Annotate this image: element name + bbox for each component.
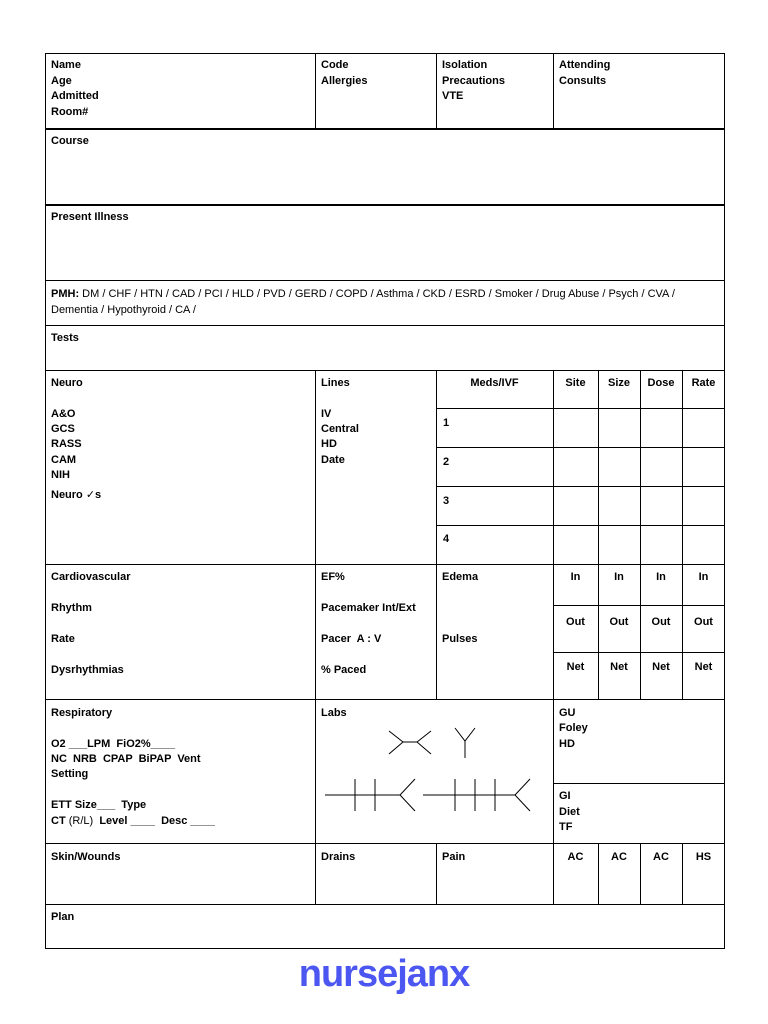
brand-logo: nursejanx [298, 953, 470, 995]
pmh-items: DM / CHF / HTN / CAD / PCI / HLD / PVD / GERD / COPD / Asthma / CKD / ESRD / Smoker / Drug Abuse / Psych / CVA / Dementia / Hypothyroid / CA / [51, 288, 675, 316]
resp-ct [51, 814, 215, 830]
rule [45, 904, 725, 905]
pulses-label: Pulses [442, 633, 478, 645]
header-age: Age [51, 74, 72, 87]
rule [436, 525, 725, 526]
rule [45, 699, 725, 700]
io-in: In [614, 571, 624, 583]
meds-row-number: 2 [443, 456, 450, 468]
rule [45, 564, 725, 565]
lines-item: Central [321, 423, 359, 435]
labs-label: Labs [321, 707, 347, 719]
present-illness-label: Present Illness [51, 211, 129, 223]
pain-col: AC [567, 851, 584, 863]
report-sheet [45, 53, 725, 949]
skin-label: Skin/Wounds [51, 851, 121, 863]
rule [436, 486, 725, 487]
meds-row-number: 1 [443, 417, 450, 429]
io-out: Out [609, 616, 629, 628]
header-code: Code [321, 59, 349, 71]
lines-item: HD [321, 438, 337, 450]
header-admitted: Admitted [51, 90, 99, 102]
lines-item: Date [321, 454, 345, 466]
ct-label: CT [51, 815, 66, 827]
rule [553, 605, 725, 606]
header-isolation: Isolation [442, 59, 488, 71]
resp-modes: NC NRB CPAP BiPAP Vent [51, 753, 201, 765]
divider [598, 370, 599, 699]
edema-label: Edema [442, 571, 479, 583]
neuro-item: NIH [51, 469, 70, 481]
header-precautions: Precautions [442, 74, 505, 87]
meds-row-number: 4 [443, 533, 450, 545]
gi-item: GI [559, 790, 571, 802]
io-out: Out [651, 616, 671, 628]
bmp-fishbone-2 [423, 779, 530, 811]
resp-o2: O2 ___LPM FiO2%____ [51, 738, 176, 750]
ct-side: (R/L) [68, 815, 94, 827]
header-consults: Consults [559, 74, 607, 87]
ef-item: Pacemaker Int/Ext [321, 602, 416, 614]
cardio-item: Dysrhythmias [51, 664, 124, 676]
divider [315, 370, 316, 904]
io-in: In [570, 571, 581, 583]
cardio-title: Cardiovascular [51, 571, 131, 583]
pain-label: Pain [442, 851, 466, 863]
header-allergies: Allergies [321, 74, 368, 87]
plan-label: Plan [51, 911, 75, 923]
meds-header: Meds/IVF [470, 377, 519, 389]
pmh-line [51, 287, 719, 318]
ef-item: EF% [321, 571, 345, 583]
rule [45, 325, 725, 326]
ef-item: % Paced [321, 664, 367, 676]
rule [553, 652, 725, 653]
ef-item: Pacer A : V [321, 633, 382, 645]
tests-label: Tests [51, 332, 79, 344]
rule [45, 128, 725, 130]
ct-rest: Level ____ Desc ____ [99, 815, 215, 827]
dose-header: Dose [647, 377, 675, 389]
io-net: Net [652, 661, 670, 673]
rule [436, 447, 725, 448]
pain-col: HS [695, 851, 712, 863]
meds-row-number: 3 [443, 495, 450, 507]
neuro-item: A&O [51, 408, 76, 420]
course-label: Course [51, 135, 89, 147]
header-name: Name [51, 59, 81, 71]
gi-item: Diet [559, 806, 580, 818]
header-attending: Attending [559, 59, 611, 71]
divider [436, 370, 437, 699]
pain-col: AC [611, 851, 627, 863]
io-out: Out [694, 616, 713, 628]
header-room: Room# [51, 105, 89, 118]
pain-col: AC [653, 851, 669, 863]
divider [436, 53, 437, 128]
neuro-item: GCS [51, 423, 75, 435]
divider [640, 370, 641, 699]
neuro-item: CAM [51, 454, 77, 466]
divider [553, 53, 554, 128]
divider [682, 370, 683, 699]
gi-item: TF [559, 821, 573, 833]
neuro-checks: Neuro ✓s [51, 489, 102, 501]
abg-fork [455, 728, 475, 758]
resp-title: Respiratory [51, 707, 113, 719]
io-in: In [656, 571, 666, 583]
gu-item: Foley [559, 722, 588, 734]
rate-header: Rate [691, 377, 716, 389]
rule [45, 204, 725, 206]
io-net: Net [694, 661, 713, 673]
site-header: Site [565, 377, 586, 389]
rule [436, 408, 725, 409]
gu-item: HD [559, 738, 575, 750]
pmh-label: PMH: [51, 288, 80, 300]
io-net: Net [566, 661, 585, 673]
divider [553, 370, 554, 699]
io-out: Out [566, 616, 585, 628]
io-in: In [698, 571, 709, 583]
drains-label: Drains [321, 851, 356, 863]
resp-setting: Setting [51, 768, 89, 780]
neuro-title: Neuro [51, 377, 83, 389]
size-header: Size [607, 377, 630, 389]
neuro-item: RASS [51, 438, 82, 450]
resp-ett: ETT Size___ Type [51, 799, 147, 811]
lines-item: IV [321, 408, 332, 420]
rule [553, 783, 725, 784]
gu-item: GU [559, 707, 576, 719]
rule [45, 843, 725, 844]
header-vte: VTE [442, 90, 464, 102]
cbc-fishbone [389, 731, 431, 754]
rule [45, 280, 725, 281]
io-net: Net [610, 661, 628, 673]
cardio-item: Rhythm [51, 602, 92, 614]
rule [45, 370, 725, 371]
bmp-fishbone [325, 779, 415, 811]
cardio-item: Rate [51, 633, 75, 645]
lines-title: Lines [321, 377, 350, 389]
divider [315, 53, 316, 128]
divider [436, 843, 437, 904]
lab-fishbone-diagram [315, 703, 555, 823]
